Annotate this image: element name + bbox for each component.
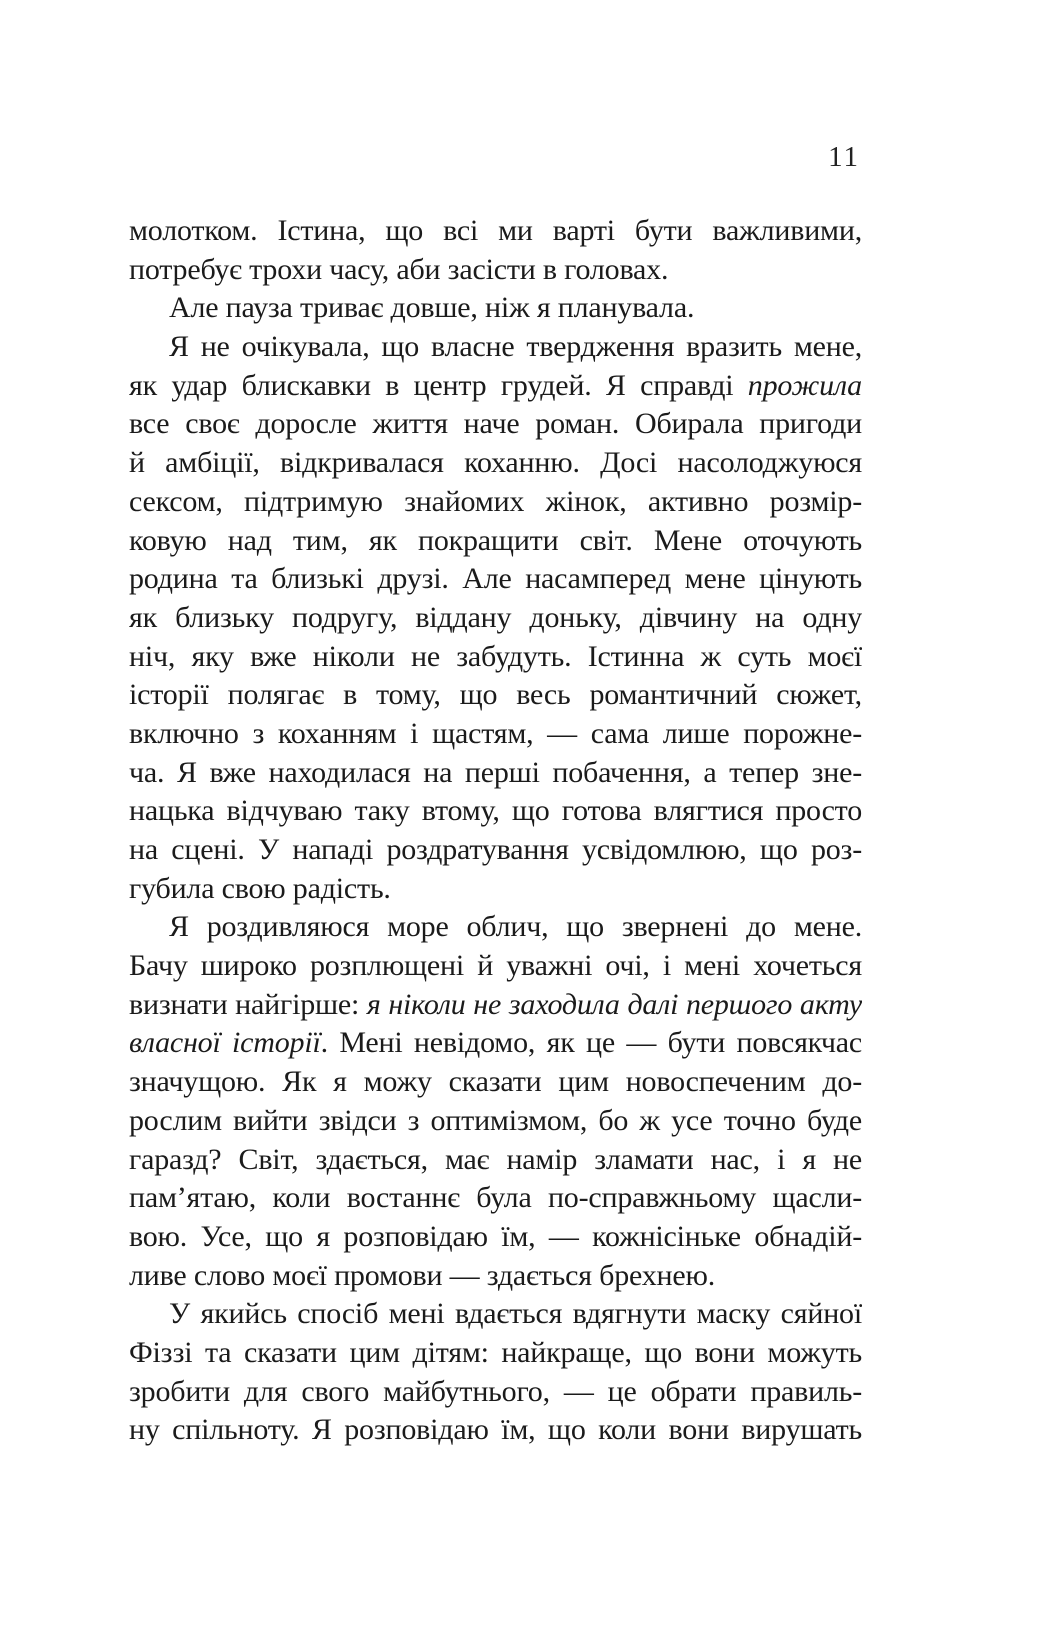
italic-text-segment: власної історії — [129, 1026, 321, 1060]
text-line — [129, 831, 862, 870]
text-line — [129, 444, 862, 483]
text-line — [129, 328, 862, 367]
text-line — [129, 1295, 862, 1334]
text-segment: рослим вийти звідси з оптимізмом, бо ж усе точно буде — [129, 1103, 862, 1137]
italic-text-segment: прожила — [747, 368, 862, 402]
text-line — [129, 1063, 862, 1102]
text-segment: родина та близькі друзі. Але насамперед мене цінують — [129, 562, 862, 596]
text-segment: У якийсь спосіб мені вдається вдягнути маску сяйної — [169, 1297, 862, 1331]
text-line — [129, 1141, 862, 1180]
text-line — [129, 715, 862, 754]
text-line — [129, 212, 862, 251]
text-line — [129, 1218, 862, 1257]
text-line — [129, 1257, 862, 1296]
text-segment: ливе слово моєї промови — здається брехнею. — [129, 1258, 715, 1292]
text-line — [129, 1179, 862, 1218]
text-line — [129, 908, 862, 947]
text-line — [129, 1024, 862, 1063]
text-line — [129, 560, 862, 599]
text-segment: губила свою радість. — [129, 871, 391, 905]
text-line — [129, 1102, 862, 1141]
text-segment: Фіззі та сказати цим дітям: найкраще, що вони можуть — [129, 1335, 862, 1369]
italic-text-segment: я ніколи не заходила далі першого акту — [366, 987, 862, 1021]
text-segment: . Мені невідомо, як це — бути повсякчас — [320, 1026, 862, 1060]
text-segment: потребує трохи часу, аби засісти в головах. — [129, 252, 669, 286]
text-segment: ніч, яку вже ніколи не забудуть. Істинна ж суть моєї — [129, 639, 862, 673]
text-line — [129, 1373, 862, 1412]
page-number: 11 — [828, 141, 860, 173]
text-segment: визнати найгірше: — [129, 987, 367, 1021]
text-line — [129, 289, 862, 328]
text-segment: значущою. Як я можу сказати цим новоспеченим до- — [129, 1065, 862, 1099]
text-line — [129, 986, 862, 1025]
text-line — [129, 638, 862, 677]
text-segment: гаразд? Світ, здається, має намір зламати нас, і я не — [129, 1142, 862, 1176]
text-segment: пам’ятаю, коли востаннє була по-справжньому щасли- — [129, 1181, 862, 1215]
text-line — [129, 483, 862, 522]
text-segment: як удар блискавки в центр грудей. Я справді — [129, 368, 748, 402]
text-segment: сексом, підтримую знайомих жінок, активно розмір- — [129, 484, 862, 518]
text-segment: й амбіції, відкривалася коханню. Досі насолоджуюся — [129, 446, 862, 480]
text-segment: Бачу широко розплющені й уважні очі, і мені хочеться — [129, 949, 862, 983]
text-segment: все своє доросле життя наче роман. Обирала пригоди — [129, 407, 862, 441]
text-segment: включно з коханням і щастям, — сама лише порожне- — [129, 716, 862, 750]
text-segment: ча. Я вже находилася на перші побачення, а тепер зне- — [129, 755, 862, 789]
text-segment: Я роздивляюся море облич, що звернені до мене. — [169, 910, 862, 944]
text-segment: вою. Усе, що я розповідаю їм, — кожнісіньке обнадій- — [129, 1219, 862, 1253]
text-segment: ковую над тим, як покращити світ. Мене оточують — [129, 523, 862, 557]
text-line — [129, 947, 862, 986]
text-line — [129, 754, 862, 793]
text-segment: молотком. Істина, що всі ми варті бути важливими, — [129, 214, 862, 247]
text-segment: ну спільноту. Я розповідаю їм, що коли вони вирушать — [129, 1413, 862, 1447]
text-line — [129, 1334, 862, 1373]
text-line — [129, 405, 862, 444]
text-line — [129, 367, 862, 406]
text-segment: на сцені. У нападі роздратування усвідомлюю, що роз- — [129, 833, 862, 866]
text-line — [129, 599, 862, 638]
text-line — [129, 522, 862, 561]
text-segment: Я не очікувала, що власне твердження вразить мене, — [169, 330, 862, 364]
text-segment: зробити для свого майбутнього, — це обрати правиль- — [129, 1374, 862, 1408]
text-segment: нацька відчуваю таку втому, що готова влягтися просто — [129, 794, 862, 828]
text-line — [129, 870, 862, 909]
body-text — [129, 212, 862, 1450]
text-line — [129, 1411, 862, 1450]
text-segment: історії полягає в тому, що весь романтичний сюжет, — [129, 678, 862, 712]
text-segment: Але пауза триває довше, ніж я планувала. — [169, 291, 695, 325]
text-segment: як близьку подругу, віддану доньку, дівчину на одну — [129, 600, 862, 634]
text-line — [129, 676, 862, 715]
text-line — [129, 251, 862, 290]
text-line — [129, 792, 862, 831]
